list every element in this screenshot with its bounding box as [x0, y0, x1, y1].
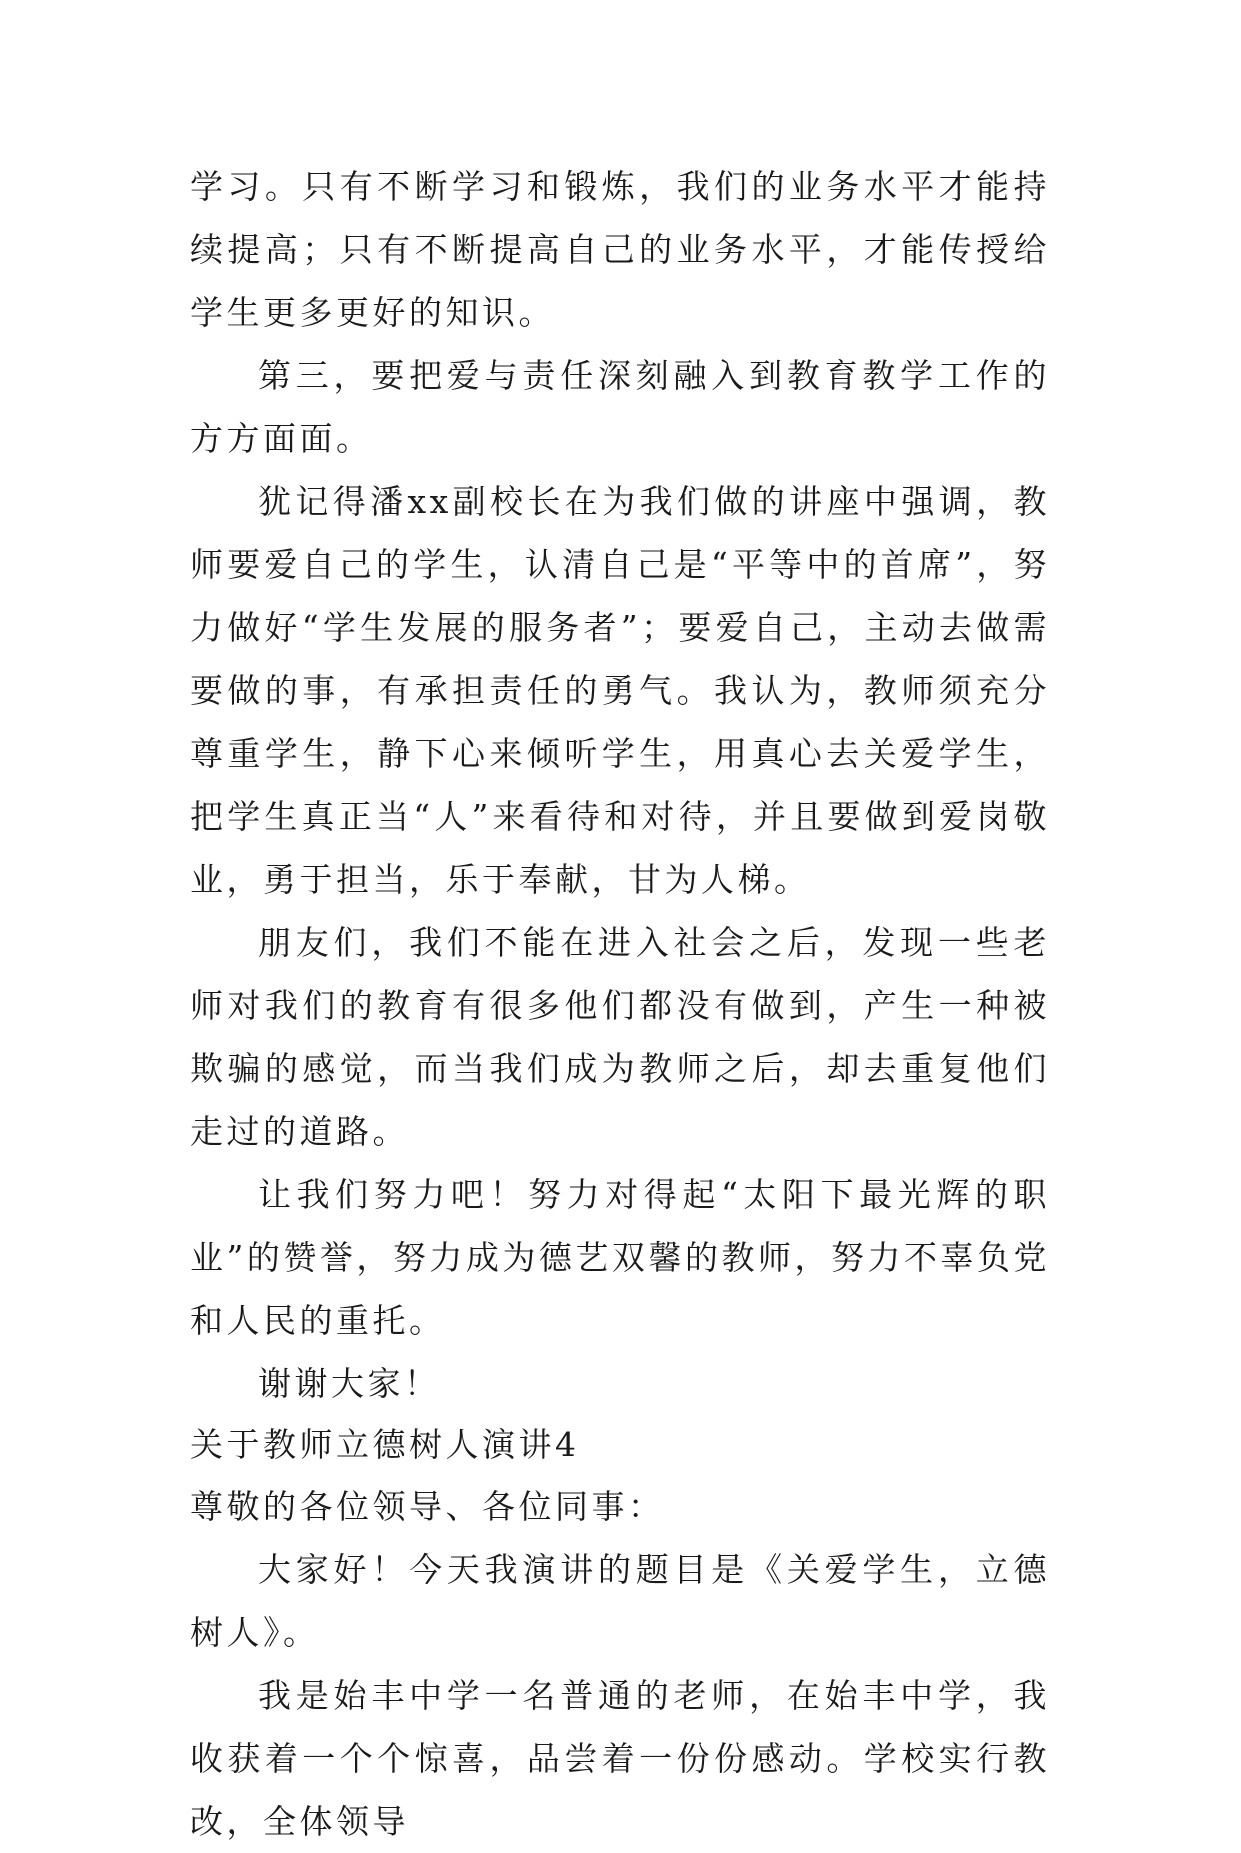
document-body: [190, 155, 1050, 1853]
paragraph-thanks: 谢谢大家！: [258, 1364, 441, 1403]
paragraph-third-point: 第三，要把爱与责任深刻融入到教育教学工作的方方面面。: [190, 356, 1050, 458]
paragraph-continuation: 学习。只有不断学习和锻炼，我们的业务水平才能持续提高；只有不断提高自己的业务水平，才能传授给学生更多更好的知识。: [190, 167, 1050, 332]
paragraph-friends: 朋友们，我们不能在进入社会之后，发现一些老师对我们的教育有很多他们都没有做到，产生一种被欺骗的感觉，而当我们成为教师之后，却去重复他们走过的道路。: [190, 923, 1050, 1151]
paragraph-call-to-action: 让我们努力吧！努力对得起“太阳下最光辉的职业”的赞誉，努力成为德艺双馨的教师，努力不辜负党和人民的重托。: [190, 1175, 1050, 1340]
paragraph-lecture-recall: 犹记得潘xx副校长在为我们做的讲座中强调，教师要爱自己的学生，认清自己是“平等中的首席”，努力做好“学生发展的服务者”；要爱自己，主动去做需要做的事，有承担责任的勇气。我认为，教师须充分尊重学生，静下心来倾听学生，用真心去关爱学生，把学生真正当“人”来看待和对待，并且要做到爱岗敬业，勇于担当，乐于奉献，甘为人梯。: [190, 482, 1050, 899]
salutation: 尊敬的各位领导、各位同事：: [190, 1487, 665, 1526]
paragraph-greeting: 大家好！今天我演讲的题目是《关爱学生，立德树人》。: [190, 1550, 1050, 1652]
section-title: 关于教师立德树人演讲4: [190, 1425, 580, 1464]
paragraph-introduction: 我是始丰中学一名普通的老师，在始丰中学，我收获着一个个惊喜，品尝着一份份感动。学校实行教改，全体领导: [190, 1676, 1050, 1841]
